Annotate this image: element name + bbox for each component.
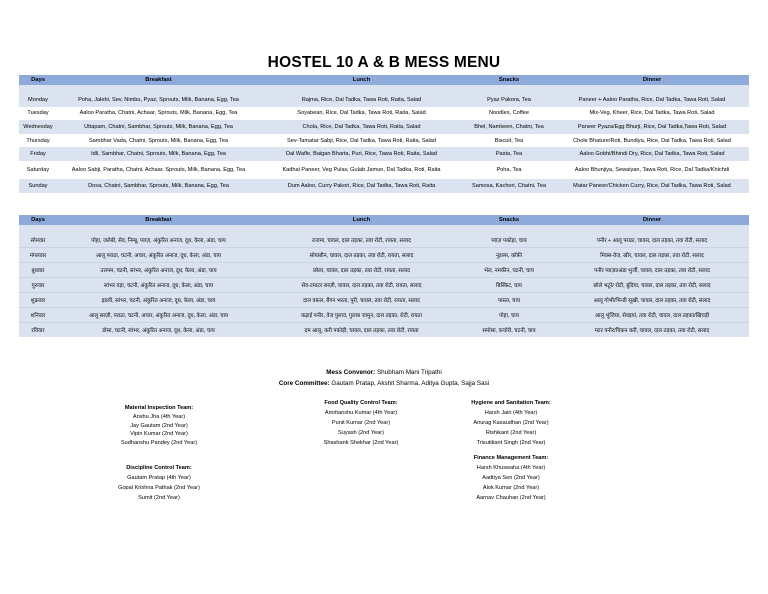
breakfast-cell: उत्तपम, चटनी, सांभर, अंकुरित अनाज, दूध, केला, अंडा, चाय [57, 263, 260, 278]
team-member: Suyash (2nd Year) [337, 430, 385, 436]
day-cell: गुरुवार [19, 278, 57, 293]
lunch-cell: Kadhai Paneer, Veg Pulav, Gulab Jamun, Dal Tadka, Roti, Raita [282, 166, 441, 173]
day-cell: Saturday [26, 166, 50, 173]
team-member: Harsh Khuswaha (4th Year) [476, 465, 546, 471]
lunch-cell: Soyabean, Rice, Dal Tadka, Tawa Roti, Raita, Salad [297, 110, 426, 117]
material-inspection-team [84, 403, 234, 447]
breakfast-cell: Poha, Jalebi, Sev, Nimbu, Pyaz, Sprouts, Milk, Banana, Egg, Tea [57, 93, 260, 107]
lunch-cell: Chola, Rice, Dal Tadka, Tawa Roti, Raita, Salad [260, 120, 463, 134]
team-member: Trisutikant Singh (2nd Year) [476, 440, 546, 446]
dinner-cell: पनीर + आलू पराठा, चावल, दाल तड़का, तवा रोटी, सलाद [555, 233, 749, 248]
team-member: Aaditya Sen (2nd Year) [482, 475, 540, 481]
col-header-lunch: Lunch [260, 215, 463, 225]
team-member: Sumit (2nd Year) [138, 495, 180, 501]
hindi-menu-table [19, 215, 749, 337]
snacks-cell: Poha, Tea [496, 166, 522, 173]
snacks-cell: प्याज़ पकोड़ा, चाय [463, 233, 555, 248]
team-member: Rishikant (2nd Year) [485, 430, 537, 436]
snacks-cell: Pyaz Pakora, Tea [463, 93, 555, 107]
col-header-snacks: Snacks [463, 75, 555, 85]
team-title: Finance Management Team: [473, 455, 549, 461]
lunch-cell: छोला, चावल, दाल तड़का, तवा रोटी, रायता, सलाद [260, 263, 463, 278]
day-cell: शुक्रवार [19, 293, 57, 308]
core-committee-label: Core Committee: [278, 380, 330, 387]
team-member: Gopal Krishna Pathak (2nd Year) [118, 485, 200, 491]
dinner-cell: Mix-Veg, Kheer, Rice, Dal Tadka, Tawa Roti, Salad [589, 110, 715, 117]
table-row [19, 147, 749, 161]
team-member: Vipin Kumar (2nd Year) [130, 431, 188, 437]
finance-management-team [436, 453, 586, 503]
table-header-row [19, 215, 749, 225]
dinner-cell: मिक्स-वेज, खीर, चावल, दाल तड़का, तवा रोटी, सलाद [555, 248, 749, 263]
page-title: HOSTEL 10 A & B MESS MENU [267, 54, 501, 71]
breakfast-cell: सांभर वड़ा, चटनी, अंकुरित अनाज, दूध, केला, अंडा, चाय [57, 278, 260, 293]
breakfast-cell: Aaloo Paratha, Chatni, Achaar, Sprouts, Milk, Banana, Egg, Tea [79, 110, 238, 117]
team-member: Harsh Jain (4th Year) [484, 410, 538, 416]
team-member: Anurag Kasaudhan (2nd Year) [473, 420, 549, 426]
snacks-cell: पास्ता, चाय [463, 293, 555, 308]
col-header-snacks: Snacks [463, 215, 555, 225]
day-cell: Tuesday [27, 110, 49, 117]
english-menu-table [19, 75, 749, 193]
col-header-breakfast: Breakfast [57, 215, 260, 225]
day-cell: Wednesday [19, 120, 57, 134]
col-header-breakfast: Breakfast [57, 75, 260, 85]
col-header-dinner: Dinner [555, 75, 749, 85]
core-committee-names: Gautam Pratap, Akshit Sharma, Aditya Gupta, Sajja Sasi [331, 380, 490, 387]
breakfast-cell: पोहा, जलेबी, सेव, निम्बू, प्याज़, अंकुरित अनाज, दूध, केला, अंडा, चाय [57, 233, 260, 248]
snacks-cell: Samosa, Kachori, Chatni, Tea [463, 179, 555, 193]
snacks-cell: Pasta, Tea [463, 147, 555, 161]
day-cell: मंगलवार [19, 248, 57, 263]
breakfast-cell: Dosa, Chatni, Sambhar, Sprouts, Milk, Banana, Egg, Tea [57, 179, 260, 193]
lunch-cell: Sev-Tamatar Sabji, Rice, Dal Tadka, Tawa Roti, Raita, Salad [286, 137, 437, 144]
food-quality-control-team [286, 398, 436, 448]
day-cell: रविवार [19, 323, 57, 338]
dinner-cell: Aaloo Bhunjiya, Sewaiyan, Tawa Roti, Rice, Dal Tadka/Khichdi [574, 166, 730, 173]
convenor-name: Shubham Mani Tripathi [376, 369, 442, 376]
col-header-days: Days [19, 215, 57, 225]
lunch-cell: Dum Aaloo, Curry Pakori, Rice, Dal Tadka, Tawa Roti, Raita [260, 179, 463, 193]
team-member: Alok Kumar (2nd Year) [482, 485, 540, 491]
table-row [19, 161, 749, 179]
breakfast-cell: Aaloo Sabji, Paratha, Chatni, Achaar, Sprouts, Milk, Banana, Egg, Tea [71, 166, 246, 173]
breakfast-cell: इडली, सांभर, चटनी, अंकुरित अनाज, दूध, केला, अंडा, चाय [57, 293, 260, 308]
lunch-cell: दम आलू, करी पकोड़ी, चावल, दाल तड़का, तवा रोटी, रायता [260, 323, 463, 338]
lunch-cell: Rajma, Rice, Dal Tadka, Tawa Roti, Raita, Salad [260, 93, 463, 107]
table-row [19, 278, 749, 293]
dinner-cell: आलू गोभी/भिन्डी सूखी, चावल, दाल तड़का, तवा रोटी, सलाद [555, 293, 749, 308]
lunch-cell: सोयाबीन, चावल, दाल तड़का, तवा रोटी, रायता, सलाद [260, 248, 463, 263]
lunch-cell: दाल वफ़ल, बैंगन भरता, पूरी, चावल, तवा रोटी, रायता, सलाद [260, 293, 463, 308]
snacks-cell: समोसा, कचोरी, चटनी, चाय [463, 323, 555, 338]
team-title: Discipline Control Team: [126, 465, 192, 471]
table-row [19, 248, 749, 263]
dinner-cell: पनीर प्याज़ा/अंडा भुर्जी, चावल, दाल तड़का, तवा रोटी, सलाद [555, 263, 749, 278]
day-cell: Thursday [26, 137, 50, 144]
dinner-cell: Paneer + Aaloo Paratha, Rice, Dal Tadka, Tawa Roti, Salad [555, 93, 749, 107]
table-row [19, 134, 749, 148]
table-row [19, 233, 749, 248]
dinner-cell: Matar Paneer/Chicken Curry, Rice, Dal Tadka, Tawa Roti, Salad [555, 179, 749, 193]
hygiene-sanitation-team [436, 398, 586, 448]
snacks-cell: नूडल्स, कॉफ़ी [463, 248, 555, 263]
breakfast-cell: Sambhar Vada, Chatni, Sprouts, Milk, Banana, Egg, Tea [88, 137, 229, 144]
team-title: Material Inspection Team: [124, 405, 194, 411]
breakfast-cell: आलू सब्ज़ी, पराठा, चटनी, अचार, अंकुरित अनाज, दूध, केला, अंडा, चाय [57, 308, 260, 323]
team-member: Amritanshu Kumar (4th Year) [324, 410, 398, 416]
table-row [19, 120, 749, 134]
table-row [19, 107, 749, 121]
breakfast-cell: Idli, Sambhar, Chatni, Sprouts, Milk, Banana, Egg, Tea [57, 147, 260, 161]
day-cell: Friday [19, 147, 57, 161]
mess-convenor-line [0, 369, 768, 376]
team-member: Punit Kumar (2nd Year) [331, 420, 391, 426]
table-row [19, 263, 749, 278]
col-header-dinner: Dinner [555, 215, 749, 225]
lunch-cell: Dal Wafle, Baigan Bharta, Puri, Rice, Tawa Roti, Raita, Salad [260, 147, 463, 161]
convenor-label: Mess Convenor: [326, 369, 376, 376]
day-cell: Sunday [19, 179, 57, 193]
col-header-days: Days [19, 75, 57, 85]
team-member: Gautam Pratap (4th Year) [127, 475, 191, 481]
snacks-cell: Bhel, Namkeen, Chatni, Tea [463, 120, 555, 134]
day-cell: Monday [19, 93, 57, 107]
team-member: Jay Gautam (2nd Year) [130, 422, 188, 429]
dinner-cell: छोले भटूरे/ रोटी, बुंदिया, चावल, दाल तड़का, तवा रोटी, सलाद [555, 278, 749, 293]
snacks-cell: Biscuit, Tea [494, 137, 524, 144]
snacks-cell: भेल, नमकीन, चटनी, चाय [463, 263, 555, 278]
dinner-cell: Chole Bhature/Roti, Bundiya, Rice, Dal Tadka, Tawa Roti, Salad [573, 137, 731, 144]
table-header-row [19, 75, 749, 85]
breakfast-cell: आलू पराठा, चटनी, अचार, अंकुरित अनाज, दूध, केला, अंडा, चाय [57, 248, 260, 263]
col-header-lunch: Lunch [260, 75, 463, 85]
table-row [19, 308, 749, 323]
team-member: Aarnav Chauhan (2nd Year) [476, 495, 546, 501]
table-row [19, 323, 749, 338]
lunch-cell: सेव-टमाटर सब्ज़ी, चावल, दाल तड़का, तवा रोटी, रायता, सलाद [260, 278, 463, 293]
breakfast-cell: Uttapam, Chatni, Sambhar, Sprouts, Milk, Banana, Egg, Tea [57, 120, 260, 134]
day-cell: शनिवार [19, 308, 57, 323]
lunch-cell: कढ़ाई पनीर, वेज पुलाव, गुलाब जामुन, दाल तड़का, रोटी, रायता [260, 308, 463, 323]
team-title: Food Quality Control Team: [324, 400, 398, 406]
day-cell: सोमवार [19, 233, 57, 248]
discipline-control-team [84, 463, 234, 503]
snacks-cell: बिस्किट, चाय [463, 278, 555, 293]
dinner-cell: आलू भुंजिया, सेवइयां, तवा रोटी, चावल, दाल तड़का/खिचड़ी [555, 308, 749, 323]
breakfast-cell: डोसा, चटनी, सांभर, अंकुरित अनाज, दूध, केला, अंडा, चाय [57, 323, 260, 338]
core-committee-line [0, 380, 768, 387]
dinner-cell: मटर पनीर/चिकन करी, चावल, दाल तड़का, तवा रोटी, सलाद [555, 323, 749, 338]
table-row [19, 93, 749, 107]
team-member: Anshu Jha (4th Year) [132, 414, 186, 420]
table-row [19, 179, 749, 193]
snacks-cell: पोहा, चाय [463, 308, 555, 323]
team-member: Shashank Shekhar (2nd Year) [323, 440, 399, 446]
table-row [19, 293, 749, 308]
snacks-cell: Noodles, Coffee [488, 110, 529, 117]
team-member: Sudhanshu Pandey (2nd Year) [120, 439, 198, 446]
day-cell: बुधवार [19, 263, 57, 278]
dinner-cell: Paneer Pyaza/Egg Bhurji, Rice, Dal Tadka,Tawa Roti, Salad [555, 120, 749, 134]
team-title: Hygiene and Sanitation Team: [471, 400, 551, 406]
dinner-cell: Aaloo Gobhi/Bhindi Dry, Rice, Dal Tadka, Tawa Roti, Salad [555, 147, 749, 161]
lunch-cell: राजमा, चावल, दाल तड़का, तवा रोटी, रायता, सलाद [260, 233, 463, 248]
